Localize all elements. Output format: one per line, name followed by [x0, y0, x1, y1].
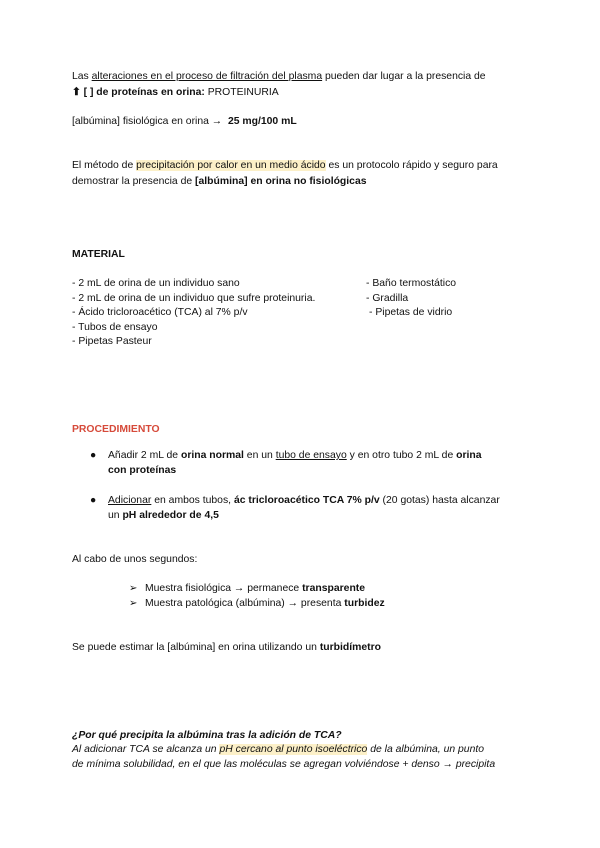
method-text: El método de — [72, 160, 137, 171]
material-left-item: - Tubos de ensayo — [72, 322, 158, 333]
step-text: en un — [243, 450, 276, 461]
estimate-text: Se puede estimar la [albúmina] en orina utilizando un — [72, 642, 320, 653]
material-left-item: - Ácido tricloroacético (TCA) al 7% p/v — [72, 307, 248, 318]
arrowhead-bullet-icon: ➢ — [129, 583, 138, 594]
intro-line-2 — [72, 86, 279, 100]
material-right-item: - Pipetas de vidrio — [369, 307, 453, 318]
step-bold: ác tricloroacético TCA 7% p/v — [233, 495, 380, 506]
question-title: ¿Por qué precipita la albúmina tras la adición de TCA? — [72, 730, 342, 741]
highlighted-phrase: precipitación por calor en un medio ácido — [136, 160, 326, 171]
intro-text: Las — [72, 71, 92, 82]
bold-phrase: [ ] de proteínas en orina: — [80, 87, 205, 98]
method-line-2 — [72, 175, 367, 189]
result-text: Muestra patológica (albúmina) → presenta — [145, 598, 345, 609]
answer-line-2: de mínima solubilidad, en el que las moléculas se agregan volviéndose + denso → precipita — [72, 759, 496, 770]
bold-phrase: [albúmina] en orina no fisiológicas — [195, 176, 367, 187]
step-text: un — [108, 510, 123, 521]
step-bold: orina — [456, 450, 482, 461]
result-bold: transparente — [302, 583, 366, 594]
material-right-item: - Baño termostático — [366, 278, 457, 289]
step-underlined: Adicionar — [108, 495, 152, 506]
proteinuria-label: PROTEINURIA — [204, 87, 279, 98]
answer-text: de la albúmina, un punto — [367, 744, 485, 755]
step-underlined: tubo de ensayo — [275, 450, 347, 461]
material-title: MATERIAL — [72, 249, 125, 260]
albumin-label: [albúmina] fisiológica en orina → — [72, 116, 223, 127]
result-physiological — [145, 582, 365, 596]
method-text: demostrar la presencia de — [72, 176, 196, 187]
step-text: Añadir 2 mL de — [108, 450, 181, 461]
after-seconds-text: Al cabo de unos segundos: — [72, 554, 198, 565]
physiological-albumin-line — [72, 115, 297, 129]
intro-text: pueden dar lugar a la presencia de — [322, 71, 486, 82]
bullet-dot-icon: ● — [90, 495, 97, 506]
albumin-value: 25 mg/100 mL — [227, 116, 297, 127]
result-text: Muestra fisiológica → permanece — [145, 583, 303, 594]
method-line-1 — [72, 159, 498, 173]
step-bold: pH alrededor de 4,5 — [122, 510, 219, 521]
underlined-phrase: alteraciones en el proceso de filtración del plasma — [91, 71, 323, 82]
procedure-step-1-line-1 — [108, 449, 482, 463]
intro-line-1 — [72, 70, 486, 84]
estimate-bold: turbidímetro — [319, 642, 381, 653]
result-bold: turbidez — [344, 598, 385, 609]
answer-line-1 — [72, 743, 484, 757]
procedure-title: PROCEDIMIENTO — [72, 424, 160, 435]
highlighted-phrase: pH cercano al punto isoeléctrico — [219, 744, 368, 755]
material-left-item: - Pipetas Pasteur — [72, 336, 152, 347]
step-bold: orina normal — [180, 450, 244, 461]
procedure-step-2-line-2 — [108, 509, 219, 523]
step-text: (20 gotas) hasta alcanzar — [379, 495, 500, 506]
bullet-dot-icon: ● — [90, 450, 97, 461]
material-right-item: - Gradilla — [366, 293, 409, 304]
procedure-step-1-line-2: con proteínas — [108, 465, 177, 476]
up-arrow-icon: ⬆ — [72, 87, 81, 98]
estimate-line — [72, 641, 381, 655]
step-text: en ambos tubos, — [151, 495, 234, 506]
step-text: y en otro tubo 2 mL de — [346, 450, 457, 461]
procedure-step-2-line-1 — [108, 494, 500, 508]
arrowhead-bullet-icon: ➢ — [129, 598, 138, 609]
method-text: es un protocolo rápido y seguro para — [325, 160, 498, 171]
answer-text: Al adicionar TCA se alcanza un — [72, 744, 220, 755]
material-left-item: - 2 mL de orina de un individuo que sufre proteinuria. — [72, 293, 316, 304]
result-pathological — [145, 597, 385, 611]
material-left-item: - 2 mL de orina de un individuo sano — [72, 278, 240, 289]
